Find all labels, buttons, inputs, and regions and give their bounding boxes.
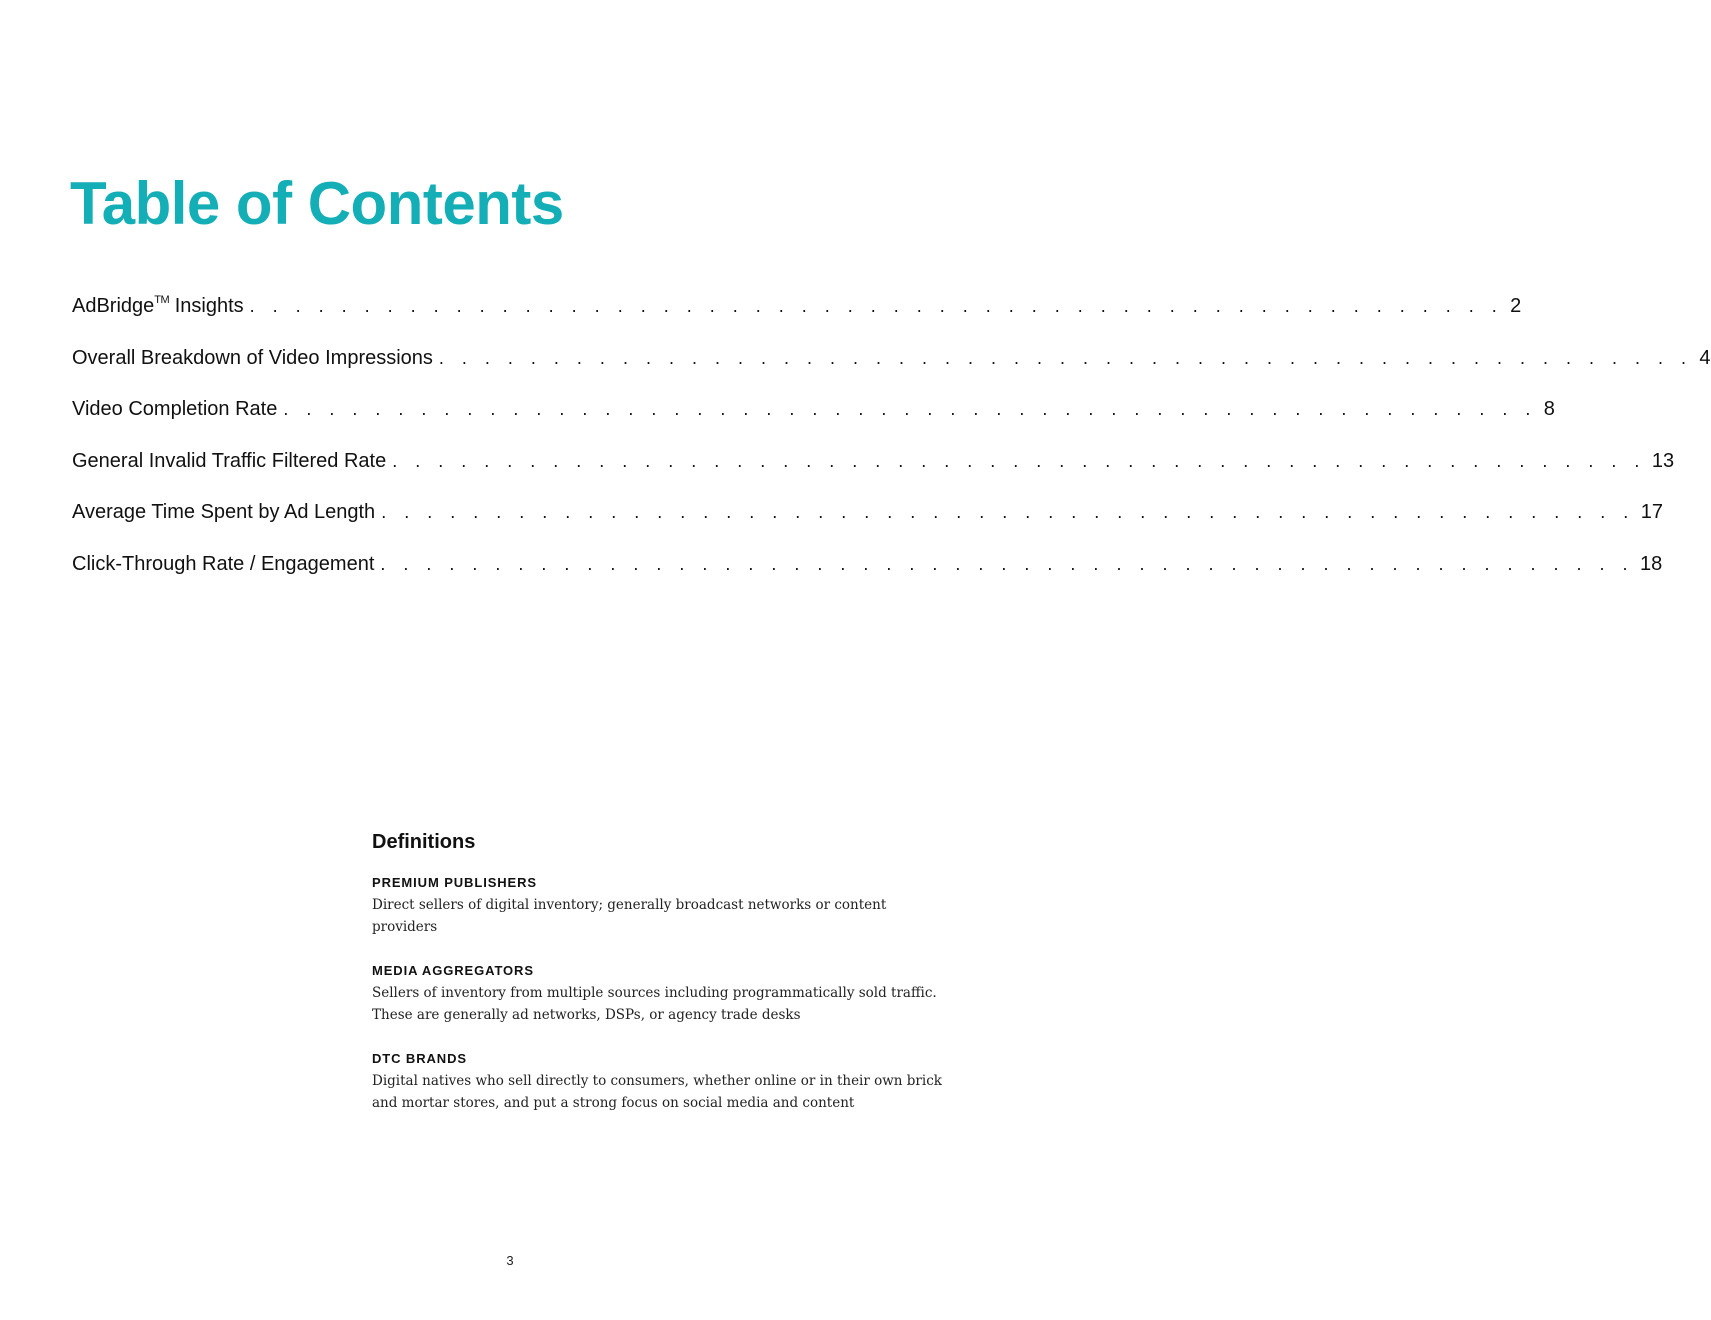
definitions-section bbox=[372, 828, 952, 1138]
definition-text: Sellers of inventory from multiple sources including programmatically sold traffic. These are generally ad networks, DSPs, or agency trade desks bbox=[372, 985, 937, 1023]
definition-item bbox=[372, 962, 952, 1026]
definition-term: PREMIUM PUBLISHERS bbox=[372, 875, 537, 890]
toc-entry-invalid-traffic[interactable] bbox=[72, 445, 1675, 497]
dot-leader: . . . . . . . . . . . . . . . . . . . . . . . . . . . . . . . . . . . . . . . . . . . . . . . . . . . . . . . bbox=[438, 347, 1693, 368]
toc-entry-page: 8 bbox=[1543, 398, 1555, 421]
toc-entry-click-through-rate[interactable] bbox=[72, 548, 1663, 600]
toc-entry-label bbox=[72, 290, 244, 322]
toc-entry-label: Average Time Spent by Ad Length bbox=[72, 501, 376, 524]
trademark-symbol: TM bbox=[154, 294, 170, 307]
toc-entry-video-completion-rate[interactable] bbox=[72, 393, 1555, 445]
dot-leader: . . . . . . . . . . . . . . . . . . . . . . . . . . . . . . . . . . . . . . . . . . . . . . . . . . . . . . . bbox=[283, 399, 1537, 420]
page-title: Table of Contents bbox=[70, 170, 564, 237]
toc-entry-label-suffix: Insights bbox=[169, 295, 244, 317]
dot-leader: . . . . . . . . . . . . . . . . . . . . . . . . . . . . . . . . . . . . . . . . . . . . . . . . . . . . . . . bbox=[380, 553, 1634, 574]
toc-entry-page: 4 bbox=[1699, 346, 1711, 369]
definition-term: DTC BRANDS bbox=[372, 1051, 467, 1066]
toc-entry-adbridge-insights[interactable] bbox=[72, 290, 1522, 342]
definition-item bbox=[372, 874, 952, 938]
definition-term: MEDIA AGGREGATORS bbox=[372, 963, 534, 978]
definition-item bbox=[372, 1050, 952, 1114]
toc-entry-average-time-spent[interactable] bbox=[72, 496, 1664, 548]
toc-entry-page: 18 bbox=[1639, 552, 1663, 575]
toc-entry-page: 17 bbox=[1640, 501, 1664, 524]
toc-entry-label-main: AdBridge bbox=[72, 295, 155, 317]
toc-entry-page: 13 bbox=[1651, 449, 1675, 472]
page-number: 3 bbox=[506, 1253, 514, 1268]
toc-entry-label: Video Completion Rate bbox=[72, 398, 278, 421]
dot-leader: . . . . . . . . . . . . . . . . . . . . . . . . . . . . . . . . . . . . . . . . . . . . . . . . . . . . . . . bbox=[381, 502, 1635, 523]
definition-text: Direct sellers of digital inventory; generally broadcast networks or content providers bbox=[372, 897, 887, 935]
toc-entry-label: General Invalid Traffic Filtered Rate bbox=[72, 449, 387, 472]
definition-text: Digital natives who sell directly to consumers, whether online or in their own brick and mortar stores, and put a strong focus on social media and content bbox=[372, 1073, 942, 1111]
dot-leader: . . . . . . . . . . . . . . . . . . . . . . . . . . . . . . . . . . . . . . . . . . . . . . . . . . . . . . . bbox=[392, 450, 1646, 471]
toc-entry-overall-breakdown[interactable] bbox=[72, 342, 1711, 394]
definitions-heading: Definitions bbox=[372, 831, 476, 853]
toc-entry-label: Click-Through Rate / Engagement bbox=[72, 552, 375, 575]
dot-leader: . . . . . . . . . . . . . . . . . . . . . . . . . . . . . . . . . . . . . . . . . . . . . . . . . . . . . . . bbox=[249, 296, 1504, 316]
table-of-contents bbox=[72, 290, 1711, 600]
toc-entry-label: Overall Breakdown of Video Impressions bbox=[72, 346, 433, 369]
toc-entry-page: 2 bbox=[1510, 295, 1522, 317]
